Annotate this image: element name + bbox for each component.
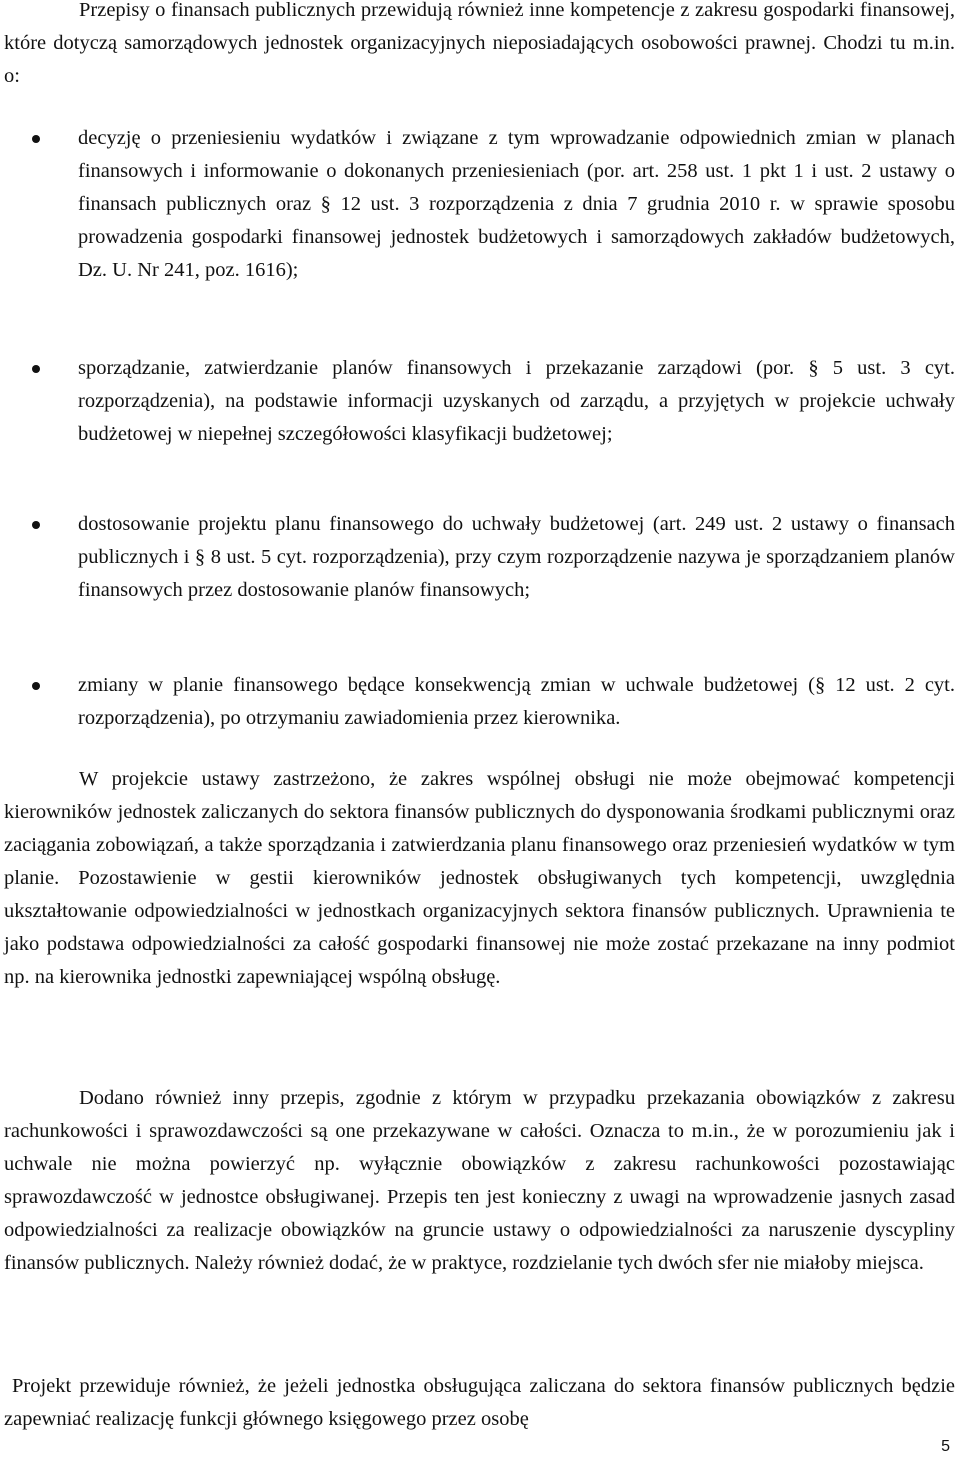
list-item (0, 669, 955, 735)
bullet-icon (32, 521, 40, 529)
list-item (0, 508, 955, 607)
bullet-icon (32, 135, 40, 143)
list-item (0, 352, 955, 451)
intro-paragraph: Przepisy o finansach publicznych przewidują również inne kompetencje z zakresu gospodarki finansowej, które dotyczą samorządowych jednostek organizacyjnych nieposiadających osobowości prawnej. Chodzi tu m.in. o: (4, 0, 955, 87)
page-number: 5 (941, 1438, 950, 1455)
bullet-icon (32, 365, 40, 373)
competence-list (0, 122, 955, 287)
bullet-icon (32, 682, 40, 690)
competence-list (0, 669, 955, 735)
list-item-text: zmiany w planie finansowego będące konsekwencją zmian w uchwale budżetowej (§ 12 ust. 2 cyt. rozporządzenia), po otrzymaniu zawiadomienia przez kierownika. (78, 674, 955, 729)
list-item (0, 122, 955, 287)
paragraph-chief-accountant: Projekt przewiduje również, że jeżeli jednostka obsługująca zaliczana do sektora finansów publicznych będzie zapewniać realizację funkcji głównego księgowego przez osobę (4, 1375, 955, 1430)
list-item-text: dostosowanie projektu planu finansowego do uchwały budżetowej (art. 249 ust. 2 ustawy o finansach publicznych i § 8 ust. 5 cyt. rozporządzenia), przy czym rozporządzenie nazywa je sporządzaniem planów finansowych przez dostosowanie planów finansowych; (78, 513, 955, 601)
competence-list (0, 508, 955, 607)
list-item-text: sporządzanie, zatwierdzanie planów finansowych i przekazanie zarządowi (por. § 5 ust. 3 cyt. rozporządzenia), na podstawie informacji uzyskanych od zarządu, a przyjętych w projekcie uchwały budżetowej w niepełnej szczegółowości klasyfikacji budżetowej; (78, 357, 955, 445)
list-item-text: decyzję o przeniesieniu wydatków i związane z tym wprowadzanie odpowiednich zmian w planach finansowych i informowanie o dokonanych przeniesieniach (por. art. 258 ust. 1 pkt 1 i ust. 2 ustawy o finansach publicznych oraz § 12 ust. 3 rozporządzenia z dnia 7 grudnia 2010 r. w sprawie sposobu prowadzenia gospodarki finansowej jednostek budżetowych i samorządowych zakładów budżetowych, Dz. U. Nr 241, poz. 1616); (78, 127, 955, 281)
competence-list (0, 352, 955, 451)
paragraph-accounting-obligations: Dodano również inny przepis, zgodnie z którym w przypadku przekazania obowiązków z zakresu rachunkowości i sprawozdawczości są one przekazywane w całości. Oznacza to m.in., że w porozumieniu jak i uchwale nie można powierzyć np. wyłącznie obowiązków z zakresu rachunkowości pozostawiając sprawozdawczość w jednostce obsługiwanej. Przepis ten jest konieczny z uwagi na wprowadzenie jasnych zasad odpowiedzialności za realizacje obowiązków na gruncie ustawy o odpowiedzialności za naruszenie dyscypliny finansów publicznych. Należy również dodać, że w praktyce, rozdzielanie tych dwóch sfer nie miałoby miejsca. (4, 1087, 955, 1274)
paragraph-shared-services-scope: W projekcie ustawy zastrzeżono, że zakres wspólnej obsługi nie może obejmować kompetencji kierowników jednostek zaliczanych do sektora finansów publicznych do dysponowania środkami publicznymi oraz zaciągania zobowiązań, a także sporządzania i zatwierdzania planu finansowego oraz przeniesień wydatków w tym planie. Pozostawienie w gestii kierowników jednostek obsługiwanych tych kompetencji, uwzględnia ukształtowanie odpowiedzialności w jednostkach organizacyjnych sektora finansów publicznych. Uprawnienia te jako podstawa odpowiedzialności za całość gospodarki finansowej nie może zostać przekazane na inny podmiot np. na kierownika jednostki zapewniającej wspólną obsługę. (4, 768, 955, 988)
